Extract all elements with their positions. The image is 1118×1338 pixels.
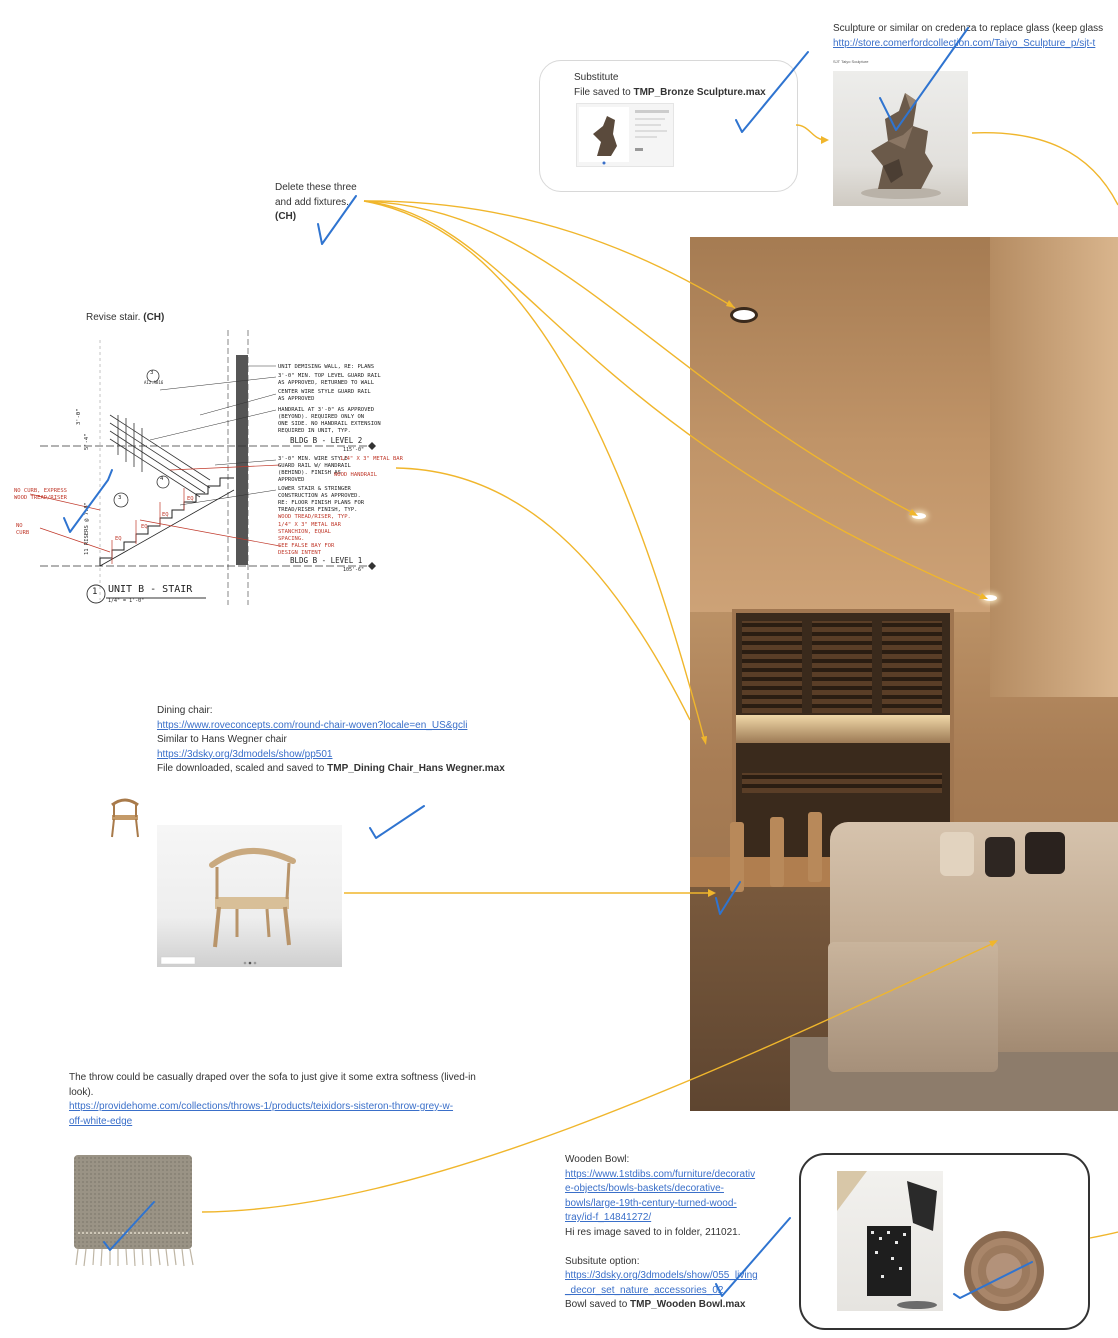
substitute-saved-prefix: File saved to bbox=[574, 87, 634, 98]
stair-title: UNIT B - STAIR bbox=[108, 584, 193, 595]
bowl-link[interactable]: https://www.1stdibs.com/furniture/decorativ bbox=[565, 1168, 756, 1180]
svg-text:3'-0": 3'-0" bbox=[76, 408, 82, 425]
chair-link-roveconcepts[interactable]: https://www.roveconcepts.com/round-chair-woven?locale=en_US&gcli bbox=[157, 719, 468, 731]
stair-drawing-redline-note: 1/4" X 3" METAL BAR bbox=[340, 456, 403, 462]
sculpture-note-text: Sculpture or similar on credenza to replace glass (keep glass bbox=[833, 23, 1104, 34]
svg-text:EQ: EQ bbox=[115, 536, 122, 542]
stair-drawing-note: UNIT DEMISING WALL, RE: PLANS bbox=[278, 364, 375, 370]
level-1-label: BLDG B - LEVEL 1 bbox=[290, 556, 363, 565]
bowl-substitute-label: Subsitute option: bbox=[565, 1255, 640, 1267]
stair-drawing-redline-note: STANCHION, EQUAL bbox=[278, 529, 331, 535]
stair-drawing-redline-note: WOOD TREAD/RISER bbox=[14, 495, 67, 501]
sculpture-caption: SJT Taiyo Sculpture bbox=[833, 59, 869, 64]
stair-drawing-redline-note: 1/4" X 3" METAL BAR bbox=[278, 522, 341, 528]
stair-note-text: Revise stair. bbox=[86, 312, 141, 323]
checkmark-icon bbox=[318, 196, 356, 244]
throw-link-cont[interactable]: off-white-edge bbox=[69, 1115, 133, 1127]
bowl-link-cont[interactable]: e-objects/bowls-baskets/decorative- bbox=[565, 1183, 724, 1194]
chair-saved-prefix: File downloaded, scaled and saved to bbox=[157, 763, 328, 774]
fixtures-note-line2: and add fixtures. bbox=[275, 196, 349, 208]
chair-link-3dsky[interactable]: https://3dsky.org/3dmodels/show/pp501 bbox=[157, 748, 333, 760]
svg-text:EQ: EQ bbox=[187, 496, 194, 502]
throw-note-line2: look). bbox=[69, 1086, 94, 1098]
stair-drawing-note: RE: FLOOR FINISH PLANS FOR bbox=[278, 500, 365, 506]
level-1-elev: 105'-6" bbox=[343, 567, 365, 573]
stair-drawing-note: (BEYOND). REQUIRED ONLY ON bbox=[278, 414, 365, 420]
bowl-substitute-link-cont[interactable]: _decor_set_nature_accessories_02 bbox=[565, 1284, 724, 1296]
stair-drawing-note: AS APPROVED, RETURNED TO WALL bbox=[278, 380, 375, 386]
level-2-elev: 115'-0" bbox=[343, 447, 365, 453]
checkmark-icon bbox=[104, 1202, 154, 1250]
level-2-label: BLDG B - LEVEL 2 bbox=[290, 436, 363, 445]
stair-drawing-note: HANDRAIL AT 3'-0" AS APPROVED bbox=[278, 407, 375, 413]
bowl-link-cont[interactable]: bowls/large-19th-century-turned-wood- bbox=[565, 1197, 737, 1209]
stair-drawing-note: (BEHIND). FINISH AS bbox=[278, 470, 341, 476]
substitute-label: Substitute bbox=[574, 72, 619, 83]
chair-note-label: Dining chair: bbox=[157, 705, 213, 716]
bowl-substitute-link[interactable]: https://3dsky.org/3dmodels/show/055_living bbox=[565, 1270, 758, 1281]
bowl-note-label: Wooden Bowl: bbox=[565, 1154, 630, 1165]
bowl-saved-prefix: Bowl saved to bbox=[565, 1299, 631, 1310]
checkmark-icon bbox=[736, 52, 808, 132]
stair-drawing-note: CENTER WIRE STYLE GUARD RAIL bbox=[278, 389, 371, 395]
stair-drawing-note: CONSTRUCTION AS APPROVED. bbox=[278, 493, 361, 499]
stair-scale: 1/4" = 1'-0" bbox=[108, 598, 145, 604]
stair-drawing-note: AS APPROVED bbox=[278, 396, 315, 402]
stair-drawing-redline-note: DESIGN INTENT bbox=[278, 550, 322, 556]
stair-title-num: 1 bbox=[92, 587, 98, 597]
chair-note-similar: Similar to Hans Wegner chair bbox=[157, 734, 287, 745]
checkmark-icon bbox=[716, 1218, 790, 1296]
chair-saved-file: TMP_Dining Chair_Hans Wegner.max bbox=[327, 763, 505, 774]
bowl-hires-note: Hi res image saved to in folder, 211021. bbox=[565, 1226, 741, 1238]
svg-text:4: 4 bbox=[160, 476, 164, 482]
stair-drawing-note: 3'-0" MIN. TOP LEVEL GUARD RAIL bbox=[278, 373, 381, 379]
stair-drawing-note: REQUIRED IN UNIT, TYP. bbox=[278, 428, 351, 434]
stair-drawing-redline-note: WOOD HANDRAIL bbox=[334, 472, 378, 478]
sculpture-link[interactable]: http://store.comerfordcollection.com/Taiyo_Sculpture_p/sjt-t bbox=[833, 37, 1096, 49]
stair-drawing-note: GUARD RAIL W/ HANDRAIL bbox=[278, 463, 351, 469]
fixtures-note-tag: (CH) bbox=[275, 211, 297, 222]
svg-text:EQ: EQ bbox=[141, 524, 148, 530]
svg-text:11 RISERS @ 7.8": 11 RISERS @ 7.8" bbox=[84, 502, 90, 555]
substitute-saved-file: TMP_Bronze Sculpture.max bbox=[633, 87, 766, 98]
stair-drawing-note: 3'-0" MIN. WIRE STYLE bbox=[278, 456, 348, 462]
throw-link[interactable]: https://providehome.com/collections/throws-1/products/teixidors-sisteron-throw-grey-w- bbox=[69, 1101, 454, 1112]
checkmark-icon bbox=[880, 28, 968, 130]
stair-drawing-redline-note: SPACING. bbox=[278, 536, 305, 542]
bowl-link-cont[interactable]: tray/id-f_14841272/ bbox=[565, 1212, 652, 1223]
stair-drawing-redline-note: NO bbox=[16, 523, 23, 529]
stair-drawing-note: LOWER STAIR & STRINGER bbox=[278, 486, 351, 492]
stair-drawing-note: TREAD/RISER FINISH, TYP. bbox=[278, 507, 358, 513]
checkmark-icon bbox=[370, 806, 424, 838]
stair-drawing-redline-note: NO CURB, EXPRESS bbox=[14, 488, 67, 494]
checkmark-icon bbox=[954, 1262, 1032, 1298]
fixtures-note-line1: Delete these three bbox=[275, 182, 357, 193]
stair-drawing-note: APPROVED bbox=[278, 477, 305, 483]
svg-text:3: 3 bbox=[118, 495, 122, 501]
svg-text:A12.AB16: A12.AB16 bbox=[144, 380, 164, 385]
stair-drawing-redline-note: SEE FALSE BAY FOR bbox=[278, 543, 335, 549]
svg-text:EQ: EQ bbox=[162, 512, 169, 518]
stair-note-tag: (CH) bbox=[143, 312, 165, 323]
throw-note-line1: The throw could be casually draped over the sofa to just give it some extra softness (lived-in bbox=[69, 1072, 476, 1083]
checkmark-icon bbox=[716, 882, 740, 914]
svg-text:5'-4": 5'-4" bbox=[84, 433, 90, 450]
stair-drawing-redline-note: WOOD TREAD/RISER, TYP. bbox=[278, 514, 351, 520]
stair-drawing-redline-note: CURB bbox=[16, 530, 30, 536]
stair-drawing-note: ONE SIDE. NO HANDRAIL EXTENSION bbox=[278, 421, 381, 427]
bowl-saved-file: TMP_Wooden Bowl.max bbox=[630, 1299, 746, 1310]
svg-text:3: 3 bbox=[150, 370, 154, 376]
